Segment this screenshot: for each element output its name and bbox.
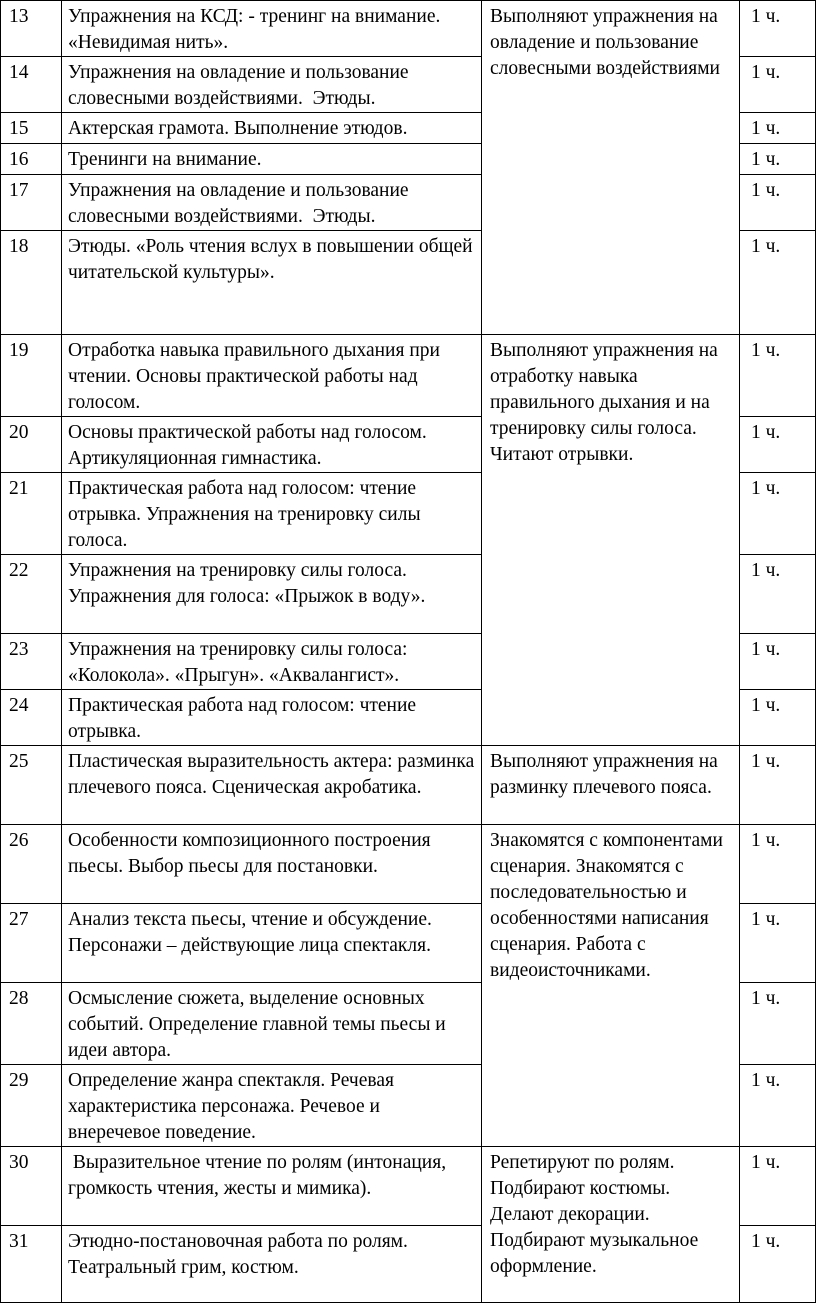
lesson-topic: Этюдно-постановочная работа по ролям. Театральный грим, костюм. <box>62 1226 482 1303</box>
lesson-topic: Тренинги на внимание. <box>62 144 482 175</box>
table-row <box>1 335 816 417</box>
lesson-topic: Основы практической работы над голосом. Артикуляционная гимнастика. <box>62 417 482 473</box>
lesson-hours: 1 ч. <box>740 417 816 473</box>
lesson-topic: Актерская грамота. Выполнение этюдов. <box>62 113 482 144</box>
lesson-hours: 1 ч. <box>740 1147 816 1226</box>
lesson-topic: Упражнения на тренировку силы голоса: «Колокола». «Прыгун». «Аквалангист». <box>62 634 482 690</box>
lesson-hours: 1 ч. <box>740 690 816 746</box>
lesson-number: 13 <box>1 1 62 57</box>
lesson-hours: 1 ч. <box>740 57 816 113</box>
lesson-topic: Практическая работа над голосом: чтение отрывка. <box>62 690 482 746</box>
lesson-hours: 1 ч. <box>740 473 816 555</box>
lesson-topic: Этюды. «Роль чтения вслух в повышении общей читательской культуры». <box>62 231 482 335</box>
lesson-hours: 1 ч. <box>740 113 816 144</box>
lesson-hours: 1 ч. <box>740 1 816 57</box>
activity-text: Выполняют упражнения на отработку навыка правильного дыхания и на тренировку силы голоса. <box>490 340 718 439</box>
lesson-topic: Выразительное чтение по ролям (интонация, громкость чтения, жесты и мимика). <box>62 1147 482 1226</box>
lesson-hours: 1 ч. <box>740 335 816 417</box>
lesson-hours: 1 ч. <box>740 1226 816 1303</box>
activity-text: Выполняют упражнения на разминку плечевого пояса. <box>490 751 718 798</box>
lesson-hours: 1 ч. <box>740 555 816 634</box>
lesson-topic: Упражнения на овладение и пользование словесными воздействиями. Этюды. <box>62 57 482 113</box>
lesson-hours: 1 ч. <box>740 1065 816 1147</box>
table-row <box>1 1 816 57</box>
lesson-hours: 1 ч. <box>740 634 816 690</box>
lesson-number: 31 <box>1 1226 62 1303</box>
lesson-hours: 1 ч. <box>740 983 816 1065</box>
lesson-topic: Упражнения на овладение и пользование словесными воздействиями. Этюды. <box>62 175 482 231</box>
lesson-hours: 1 ч. <box>740 231 816 335</box>
student-activity <box>482 1 740 335</box>
lesson-topic: Анализ текста пьесы, чтение и обсуждение. Персонажи – действующие лица спектакля. <box>62 904 482 983</box>
lesson-hours: 1 ч. <box>740 746 816 825</box>
lesson-topic: Практическая работа над голосом: чтение отрывка. Упражнения на тренировку силы голоса. <box>62 473 482 555</box>
lesson-number: 24 <box>1 690 62 746</box>
lesson-number: 26 <box>1 825 62 904</box>
activity-text: Знакомятся с компонентами сценария. Знакомятся с последовательностью и особенностями написания сценария. Работа с видеоисточниками. <box>490 830 723 981</box>
lesson-number: 17 <box>1 175 62 231</box>
student-activity <box>482 1147 740 1303</box>
lesson-number: 16 <box>1 144 62 175</box>
lesson-hours: 1 ч. <box>740 175 816 231</box>
lesson-hours: 1 ч. <box>740 825 816 904</box>
activity-text: Выполняют упражнения на овладение и пользование словесными воздействиями <box>490 6 720 79</box>
table-row <box>1 746 816 825</box>
lesson-number: 29 <box>1 1065 62 1147</box>
student-activity <box>482 335 740 746</box>
lesson-topic: Особенности композиционного построения пьесы. Выбор пьесы для постановки. <box>62 825 482 904</box>
lesson-topic: Пластическая выразительность актера: разминка плечевого пояса. Сценическая акробатика. <box>62 746 482 825</box>
lesson-topic: Осмысление сюжета, выделение основных событий. Определение главной темы пьесы и идеи автора. <box>62 983 482 1065</box>
table-row <box>1 1147 816 1226</box>
lesson-number: 14 <box>1 57 62 113</box>
lesson-number: 28 <box>1 983 62 1065</box>
activity-text: Репетируют по ролям. Подбирают костюмы. Делают декорации. Подбирают музыкальное оформление. <box>490 1152 699 1277</box>
lesson-topic: Отработка навыка правильного дыхания при чтении. Основы практической работы над голосом. <box>62 335 482 417</box>
student-activity <box>482 746 740 825</box>
activity-text: Читают отрывки. <box>490 444 634 465</box>
lesson-hours: 1 ч. <box>740 144 816 175</box>
lesson-topic: Определение жанра спектакля. Речевая характеристика персонажа. Речевое и внеречевое поведение. <box>62 1065 482 1147</box>
lesson-hours: 1 ч. <box>740 904 816 983</box>
lesson-number: 18 <box>1 231 62 335</box>
table-row <box>1 825 816 904</box>
lesson-number: 19 <box>1 335 62 417</box>
lesson-topic: Упражнения на тренировку силы голоса. Упражнения для голоса: «Прыжок в воду». <box>62 555 482 634</box>
lesson-number: 23 <box>1 634 62 690</box>
lesson-number: 21 <box>1 473 62 555</box>
lesson-number: 25 <box>1 746 62 825</box>
lesson-number: 30 <box>1 1147 62 1226</box>
lesson-number: 27 <box>1 904 62 983</box>
lesson-number: 15 <box>1 113 62 144</box>
lesson-number: 20 <box>1 417 62 473</box>
lesson-topic: Упражнения на КСД: - тренинг на внимание. «Невидимая нить». <box>62 1 482 57</box>
lesson-number: 22 <box>1 555 62 634</box>
student-activity <box>482 825 740 1147</box>
